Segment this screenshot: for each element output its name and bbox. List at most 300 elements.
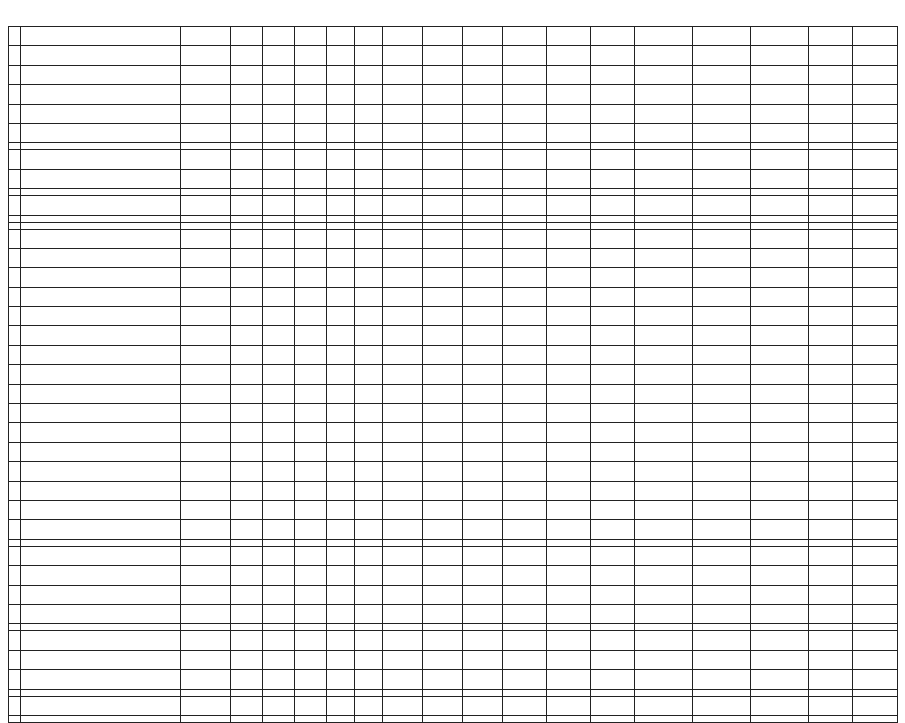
table-cell [591, 462, 635, 481]
table-cell [181, 442, 231, 461]
table-cell [635, 104, 693, 123]
table-cell [751, 585, 809, 604]
table-cell [383, 85, 423, 104]
table-cell [355, 268, 383, 287]
table-total-row [9, 222, 898, 229]
table-cell [503, 624, 547, 631]
table-cell [503, 670, 547, 689]
table-cell [635, 384, 693, 403]
table-cell [181, 715, 231, 722]
table-cell [355, 307, 383, 326]
table-cell [547, 520, 591, 539]
table-cell [853, 500, 898, 519]
table-cell [751, 143, 809, 150]
table-cell [853, 169, 898, 188]
table-cell [423, 326, 463, 345]
table-cell [181, 481, 231, 500]
table-cell [9, 326, 21, 345]
table-cell [21, 143, 181, 150]
table-cell [327, 189, 355, 196]
table-cell [547, 150, 591, 169]
table-cell [635, 248, 693, 267]
table-cell [295, 222, 327, 229]
table-cell [693, 631, 751, 650]
table-cell [21, 326, 181, 345]
table-cell [503, 150, 547, 169]
table-cell [181, 384, 231, 403]
table-cell [9, 604, 21, 623]
table-cell [327, 650, 355, 669]
table-cell [463, 631, 503, 650]
table-cell [635, 585, 693, 604]
table-cell [693, 689, 751, 696]
table-cell [181, 287, 231, 306]
table-cell [355, 462, 383, 481]
table-cell [295, 631, 327, 650]
table-cell [231, 345, 263, 364]
table-cell [693, 287, 751, 306]
table-cell [463, 604, 503, 623]
table-cell [591, 689, 635, 696]
table-cell [751, 696, 809, 715]
table-cell [383, 196, 423, 215]
table-cell [263, 539, 295, 546]
table-cell [263, 189, 295, 196]
table-cell [503, 65, 547, 84]
table-cell [327, 27, 355, 46]
table-cell [263, 585, 295, 604]
table-cell [231, 624, 263, 631]
table-cell [263, 500, 295, 519]
register-table-body [9, 27, 898, 723]
table-cell [635, 345, 693, 364]
table-cell [181, 27, 231, 46]
table-cell [423, 27, 463, 46]
table-cell [463, 307, 503, 326]
table-cell [9, 462, 21, 481]
table-cell [547, 624, 591, 631]
table-cell [463, 215, 503, 222]
table-cell [463, 85, 503, 104]
table-cell [463, 585, 503, 604]
table-row [9, 442, 898, 461]
table-cell [263, 604, 295, 623]
table-cell [751, 46, 809, 65]
table-cell [355, 715, 383, 722]
table-cell [463, 169, 503, 188]
table-cell [463, 500, 503, 519]
table-cell [21, 546, 181, 565]
table-cell [635, 326, 693, 345]
table-cell [263, 715, 295, 722]
table-cell [547, 442, 591, 461]
table-cell [21, 248, 181, 267]
table-row [9, 268, 898, 287]
table-cell [809, 85, 853, 104]
table-cell [423, 268, 463, 287]
table-row [9, 65, 898, 84]
table-cell [355, 229, 383, 248]
table-cell [635, 650, 693, 669]
table-cell [21, 46, 181, 65]
table-cell [181, 326, 231, 345]
table-cell [591, 268, 635, 287]
table-cell [751, 500, 809, 519]
table-cell [635, 65, 693, 84]
table-cell [463, 384, 503, 403]
table-cell [751, 307, 809, 326]
table-cell [809, 326, 853, 345]
table-cell [693, 150, 751, 169]
table-cell [181, 215, 231, 222]
table-cell [463, 222, 503, 229]
table-cell [181, 46, 231, 65]
table-cell [181, 65, 231, 84]
table-cell [751, 604, 809, 623]
table-cell [503, 287, 547, 306]
table-cell [295, 85, 327, 104]
table-cell [383, 307, 423, 326]
table-cell [423, 520, 463, 539]
table-cell [853, 670, 898, 689]
table-cell [463, 229, 503, 248]
table-cell [751, 268, 809, 287]
table-cell [327, 481, 355, 500]
table-cell [423, 624, 463, 631]
table-cell [263, 169, 295, 188]
table-cell [355, 631, 383, 650]
table-cell [503, 46, 547, 65]
table-cell [231, 85, 263, 104]
table-cell [853, 624, 898, 631]
table-cell [295, 462, 327, 481]
table-cell [383, 345, 423, 364]
table-cell [591, 27, 635, 46]
table-cell [591, 631, 635, 650]
table-cell [503, 604, 547, 623]
table-cell [231, 404, 263, 423]
table-cell [463, 689, 503, 696]
table-cell [9, 189, 21, 196]
table-cell [263, 215, 295, 222]
table-cell [295, 423, 327, 442]
table-cell [355, 696, 383, 715]
table-cell [635, 196, 693, 215]
table-cell [463, 520, 503, 539]
table-cell [809, 566, 853, 585]
table-cell [423, 650, 463, 669]
table-cell [327, 326, 355, 345]
table-cell [591, 539, 635, 546]
table-cell [295, 715, 327, 722]
table-cell [853, 307, 898, 326]
table-cell [463, 27, 503, 46]
table-cell [231, 715, 263, 722]
table-row [9, 631, 898, 650]
table-cell [463, 46, 503, 65]
table-cell [503, 384, 547, 403]
table-cell [295, 546, 327, 565]
table-cell [693, 345, 751, 364]
table-cell [21, 215, 181, 222]
table-cell [503, 566, 547, 585]
table-cell [9, 624, 21, 631]
table-cell [355, 287, 383, 306]
table-cell [263, 520, 295, 539]
table-cell [181, 585, 231, 604]
table-cell [547, 307, 591, 326]
table-cell [327, 715, 355, 722]
table-cell [181, 143, 231, 150]
table-cell [591, 143, 635, 150]
table-cell [809, 268, 853, 287]
table-cell [503, 546, 547, 565]
table-cell [263, 222, 295, 229]
table-row [9, 462, 898, 481]
table-cell [591, 696, 635, 715]
table-cell [423, 384, 463, 403]
table-cell [21, 345, 181, 364]
table-cell [853, 27, 898, 46]
table-cell [809, 65, 853, 84]
table-cell [383, 189, 423, 196]
table-cell [231, 500, 263, 519]
table-cell [21, 715, 181, 722]
table-cell [383, 384, 423, 403]
table-cell [809, 696, 853, 715]
table-cell [21, 631, 181, 650]
table-cell [463, 715, 503, 722]
table-cell [9, 169, 21, 188]
table-cell [809, 189, 853, 196]
table-cell [263, 631, 295, 650]
table-cell [503, 462, 547, 481]
table-cell [9, 546, 21, 565]
table-cell [693, 715, 751, 722]
table-row [9, 169, 898, 188]
table-cell [693, 650, 751, 669]
table-cell [355, 169, 383, 188]
table-cell [355, 65, 383, 84]
table-cell [181, 404, 231, 423]
table-cell [9, 268, 21, 287]
table-cell [853, 384, 898, 403]
table-cell [423, 689, 463, 696]
table-cell [21, 169, 181, 188]
table-cell [547, 462, 591, 481]
table-cell [693, 27, 751, 46]
table-cell [463, 546, 503, 565]
table-cell [635, 462, 693, 481]
table-cell [231, 365, 263, 384]
table-cell [503, 539, 547, 546]
table-cell [9, 696, 21, 715]
table-cell [591, 604, 635, 623]
table-cell [231, 539, 263, 546]
table-cell [383, 423, 423, 442]
table-cell [751, 229, 809, 248]
table-cell [9, 631, 21, 650]
table-cell [355, 365, 383, 384]
table-cell [463, 196, 503, 215]
table-cell [635, 689, 693, 696]
table-cell [751, 27, 809, 46]
table-cell [21, 689, 181, 696]
table-cell [263, 307, 295, 326]
table-cell [9, 404, 21, 423]
table-cell [181, 624, 231, 631]
table-cell [9, 65, 21, 84]
table-cell [21, 196, 181, 215]
table-cell [693, 500, 751, 519]
table-cell [263, 123, 295, 142]
table-cell [751, 248, 809, 267]
table-row [9, 365, 898, 384]
table-cell [295, 539, 327, 546]
table-cell [463, 150, 503, 169]
table-cell [547, 104, 591, 123]
table-cell [263, 65, 295, 84]
table-cell [295, 365, 327, 384]
table-cell [21, 566, 181, 585]
table-cell [751, 150, 809, 169]
table-cell [181, 104, 231, 123]
table-row [9, 248, 898, 267]
table-cell [355, 689, 383, 696]
table-cell [809, 423, 853, 442]
table-cell [327, 104, 355, 123]
table-cell [635, 566, 693, 585]
table-cell [809, 539, 853, 546]
table-cell [383, 65, 423, 84]
table-cell [423, 215, 463, 222]
table-cell [423, 696, 463, 715]
table-cell [591, 404, 635, 423]
table-cell [693, 248, 751, 267]
table-cell [423, 196, 463, 215]
table-cell [693, 566, 751, 585]
table-cell [503, 215, 547, 222]
table-cell [423, 670, 463, 689]
table-cell [751, 546, 809, 565]
table-cell [9, 150, 21, 169]
table-cell [9, 215, 21, 222]
table-cell [423, 248, 463, 267]
table-cell [327, 65, 355, 84]
table-total-row [9, 189, 898, 196]
table-cell [751, 189, 809, 196]
table-cell [355, 585, 383, 604]
table-cell [635, 287, 693, 306]
table-cell [21, 462, 181, 481]
table-cell [231, 585, 263, 604]
table-row [9, 384, 898, 403]
table-cell [295, 404, 327, 423]
table-cell [463, 481, 503, 500]
table-cell [9, 222, 21, 229]
table-cell [503, 222, 547, 229]
table-cell [751, 404, 809, 423]
table-cell [21, 104, 181, 123]
table-cell [423, 566, 463, 585]
table-cell [295, 384, 327, 403]
table-cell [181, 520, 231, 539]
table-cell [263, 481, 295, 500]
table-cell [9, 123, 21, 142]
table-cell [355, 46, 383, 65]
table-cell [503, 229, 547, 248]
table-cell [503, 481, 547, 500]
table-cell [9, 442, 21, 461]
table-cell [853, 442, 898, 461]
table-cell [355, 345, 383, 364]
table-cell [591, 326, 635, 345]
table-cell [9, 27, 21, 46]
table-cell [591, 345, 635, 364]
table-cell [853, 404, 898, 423]
table-cell [547, 65, 591, 84]
table-cell [503, 326, 547, 345]
table-cell [463, 650, 503, 669]
table-cell [547, 123, 591, 142]
table-cell [547, 423, 591, 442]
table-cell [423, 481, 463, 500]
table-cell [263, 150, 295, 169]
table-cell [21, 404, 181, 423]
table-cell [809, 365, 853, 384]
table-cell [463, 287, 503, 306]
table-cell [21, 696, 181, 715]
table-cell [327, 423, 355, 442]
table-cell [809, 604, 853, 623]
table-cell [231, 631, 263, 650]
table-cell [263, 442, 295, 461]
table-cell [21, 423, 181, 442]
table-cell [181, 462, 231, 481]
table-cell [355, 520, 383, 539]
table-cell [295, 104, 327, 123]
table-cell [9, 689, 21, 696]
table-cell [383, 715, 423, 722]
table-cell [853, 715, 898, 722]
table-cell [231, 326, 263, 345]
table-cell [231, 520, 263, 539]
table-cell [693, 442, 751, 461]
table-cell [547, 326, 591, 345]
table-cell [327, 46, 355, 65]
table-cell [423, 404, 463, 423]
table-cell [263, 46, 295, 65]
table-cell [853, 150, 898, 169]
table-cell [751, 365, 809, 384]
table-cell [547, 268, 591, 287]
table-cell [503, 123, 547, 142]
table-cell [853, 462, 898, 481]
table-cell [423, 85, 463, 104]
table-cell [591, 546, 635, 565]
table-cell [383, 150, 423, 169]
table-cell [327, 585, 355, 604]
table-cell [809, 287, 853, 306]
table-cell [693, 169, 751, 188]
table-cell [809, 222, 853, 229]
table-cell [355, 650, 383, 669]
table-cell [423, 46, 463, 65]
table-cell [693, 189, 751, 196]
table-cell [21, 670, 181, 689]
table-row [9, 287, 898, 306]
table-cell [853, 423, 898, 442]
